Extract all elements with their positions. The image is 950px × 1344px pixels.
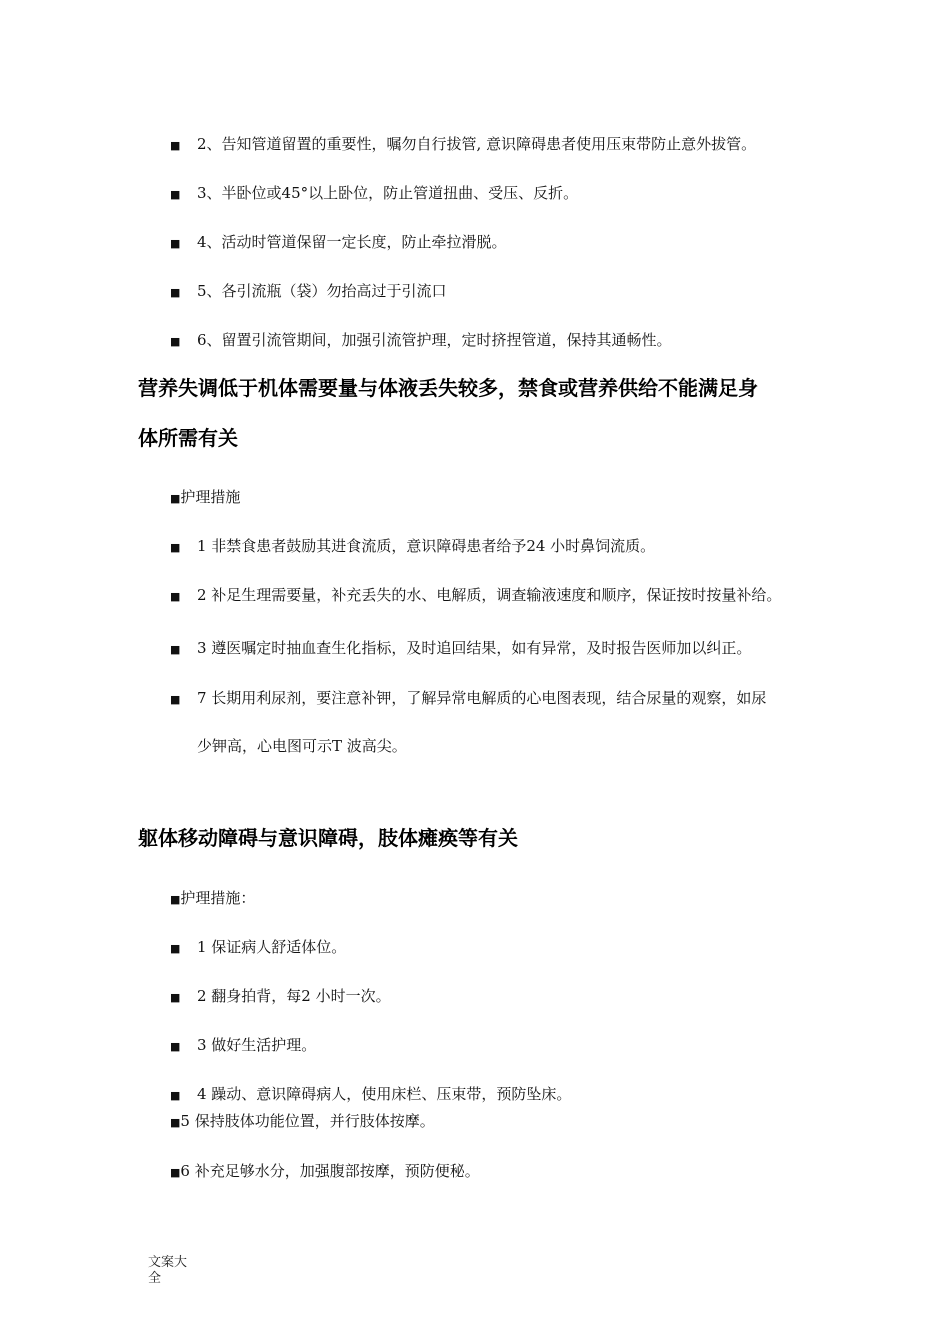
measures-label-text: 护理措施 (180, 488, 241, 506)
bullet-icon: ■ (170, 643, 181, 656)
list-item (170, 281, 447, 303)
list-item-text: 5、各引流瓶（袋）勿抬高过于引流口 (197, 282, 447, 300)
measures-label (170, 487, 240, 509)
list-item (170, 183, 578, 205)
bullet-icon: ■ (170, 1116, 181, 1129)
bullet-icon: ■ (170, 139, 181, 152)
list-item-text: 3 做好生活护理。 (197, 1036, 317, 1054)
bullet-icon: ■ (170, 541, 181, 554)
list-item-text: 1 非禁食患者鼓励其进食流质，意识障碍患者给予24 小时鼻饲流质。 (197, 537, 656, 555)
list-item (170, 1161, 480, 1183)
list-item-text: 4、活动时管道保留一定长度，防止牵拉滑脱。 (197, 233, 507, 251)
list-item-text: 7 长期用利尿剂，要注意补钾，了解异常电解质的心电图表现，结合尿量的观察，如尿 (197, 689, 767, 707)
bullet-icon: ■ (170, 942, 181, 955)
section-heading-continuation: 体所需有关 (138, 426, 238, 450)
list-item (170, 232, 507, 254)
section-heading: 躯体移动障碍与意识障碍，肢体瘫痪等有关 (138, 826, 518, 850)
list-item (170, 937, 346, 959)
bullet-icon: ■ (170, 286, 181, 299)
list-item (170, 1111, 435, 1133)
list-item-text: 6、留置引流管期间，加强引流管护理，定时挤捏管道，保持其通畅性。 (197, 331, 672, 349)
list-item-text: 4 躁动、意识障碍病人，使用床栏、压束带，预防坠床。 (197, 1085, 572, 1103)
list-item (170, 536, 655, 558)
list-item (170, 585, 781, 607)
list-item (170, 638, 751, 660)
list-item-text: 5 保持肢体功能位置，并行肢体按摩。 (180, 1112, 435, 1130)
bullet-icon: ■ (170, 991, 181, 1004)
list-item-text: 3、半卧位或45°以上卧位，防止管道扭曲、受压、反折。 (197, 184, 579, 202)
list-item (170, 1035, 316, 1057)
list-item-text: 2、告知管道留置的重要性，嘱勿自行拔管, 意识障碍患者使用压束带防止意外拔管。 (197, 135, 757, 153)
list-item (170, 330, 672, 352)
list-item-text: 6 补充足够水分，加强腹部按摩，预防便秘。 (180, 1162, 480, 1180)
list-item-text: 2 补足生理需要量，补充丢失的水、电解质，调查输液速度和顺序，保证按时按量补给。 (197, 586, 782, 604)
section-heading: 营养失调低于机体需要量与体液丢失较多，禁食或营养供给不能满足身 (138, 376, 758, 400)
bullet-icon: ■ (170, 1040, 181, 1053)
list-item-continuation: 少钾高，心电图可示T 波高尖。 (197, 737, 407, 755)
bullet-icon: ■ (170, 335, 181, 348)
measures-label-text: 护理措施： (180, 889, 256, 907)
list-item (170, 688, 766, 710)
bullet-icon: ■ (170, 893, 181, 906)
bullet-icon: ■ (170, 188, 181, 201)
page-footer: 文案大全 (148, 1255, 188, 1286)
bullet-icon: ■ (170, 492, 181, 505)
bullet-icon: ■ (170, 1089, 181, 1102)
list-item (170, 134, 756, 156)
list-item-text: 3 遵医嘱定时抽血查生化指标，及时追回结果，如有异常，及时报告医师加以纠正。 (197, 639, 752, 657)
measures-label (170, 888, 255, 910)
bullet-icon: ■ (170, 237, 181, 250)
list-item (170, 986, 391, 1008)
bullet-icon: ■ (170, 590, 181, 603)
list-item (170, 1084, 571, 1106)
bullet-icon: ■ (170, 693, 181, 706)
bullet-icon: ■ (170, 1166, 181, 1179)
list-item-text: 2 翻身拍背，每2 小时一次。 (197, 987, 391, 1005)
list-item-text: 1 保证病人舒适体位。 (197, 938, 347, 956)
